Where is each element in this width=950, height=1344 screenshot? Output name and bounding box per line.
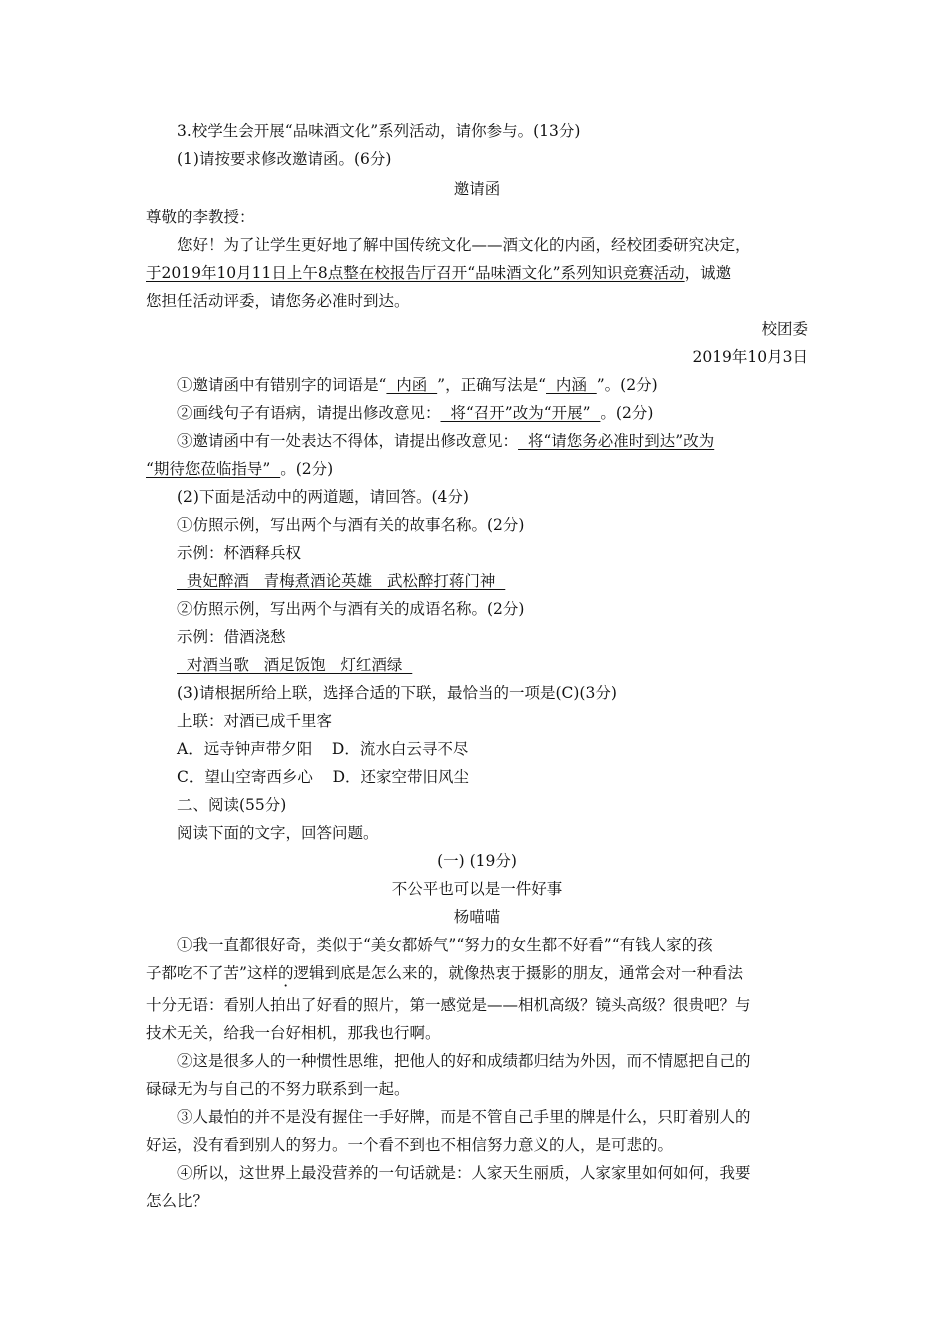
letter-signature: 校团委 bbox=[761, 320, 808, 338]
paragraph-3-line-2: 好运，没有看到别人的努力。一个看不到也不相信努力意义的人，是可悲的。 bbox=[146, 1136, 674, 1154]
letter-date: 2019年10月3日 bbox=[692, 348, 808, 366]
emphasis-dotted-text: 这样的逻辑 · bbox=[247, 964, 325, 982]
part-2-example-1: 示例：杯酒释兵权 bbox=[177, 544, 302, 562]
answer-blank: 内函 bbox=[386, 376, 438, 394]
article-author: 杨喵喵 bbox=[453, 908, 501, 926]
part-3-prompt: (3)请根据所给上联，选择合适的下联，最恰当的一项是(C)(3分) bbox=[177, 684, 617, 702]
paragraph-1-line-4: 技术无关，给我一台好相机，那我也行啊。 bbox=[146, 1024, 441, 1042]
section-2-heading: 二、阅读(55分) bbox=[177, 796, 287, 814]
part-2-answer-2: 对酒当歌 酒足饭饱 灯红酒绿 bbox=[177, 656, 413, 674]
sub-question-3-cont: “期待您莅临指导” 。(2分) bbox=[146, 460, 334, 478]
article-title: 不公平也可以是一件好事 bbox=[391, 880, 563, 898]
letter-body-line-3: 您担任活动评委，请您务必准时到达。 bbox=[146, 292, 410, 310]
reading-instruction: 阅读下面的文字，回答问题。 bbox=[177, 824, 379, 842]
part-2-prompt: (2)下面是活动中的两道题，请回答。(4分) bbox=[177, 488, 469, 506]
sub-question-2: ②画线句子有语病，请提出修改意见： 将“召开”改为“开展” 。(2分) bbox=[177, 404, 654, 422]
couplet-first-line: 上联：对酒已成千里客 bbox=[177, 712, 333, 730]
answer-blank: 将“请您务必准时到达”改为 bbox=[518, 432, 715, 450]
options-row-2: C．望山空寄西乡心 D．还家空带旧风尘 bbox=[177, 768, 469, 786]
question-3-title: 3.校学生会开展“品味酒文化”系列活动，请你参与。(13分) bbox=[177, 122, 581, 140]
letter-body-line-2: 于2019年10月11日上午8点整在校报告厅召开“品味酒文化”系列知识竞赛活动，诚邀 bbox=[146, 264, 732, 282]
paragraph-1-line-1: ①我一直都很好奇，类似于“美女都娇气”“努力的女生都不好看”“有钱人家的孩 bbox=[177, 936, 713, 954]
answer-blank: “期待您莅临指导” bbox=[146, 460, 281, 478]
letter-heading: 邀请函 bbox=[453, 180, 501, 198]
part-2-question-1: ①仿照示例，写出两个与酒有关的故事名称。(2分) bbox=[177, 516, 525, 534]
paragraph-1-line-3: 十分无语：看别人拍出了好看的照片，第一感觉是——相机高级？镜头高级？很贵吧？与 bbox=[146, 996, 751, 1014]
sub-question-1: ①邀请函中有错别字的词语是“ 内函 ”，正确写法是“ 内涵 ”。(2分) bbox=[177, 376, 658, 394]
paragraph-1-line-2: 子都吃不了苦”这样的逻辑 ·到底是怎么来的，就像热衷于摄影的朋友，通常会对一种看法 bbox=[146, 962, 808, 984]
letter-body-line-1: 您好！为了让学生更好地了解中国传统文化——酒文化的内函，经校团委研究决定， bbox=[177, 236, 751, 254]
paragraph-3-line-1: ③人最怕的并不是没有握住一手好牌，而是不管自己手里的牌是什么，只盯着别人的 bbox=[177, 1108, 751, 1126]
part-2-question-2: ②仿照示例，写出两个与酒有关的成语名称。(2分) bbox=[177, 600, 525, 618]
letter-salutation: 尊敬的李教授： bbox=[146, 208, 255, 226]
reading-part-label: (一) (19分) bbox=[437, 852, 517, 870]
part-2-answer-1: 贵妃醉酒 青梅煮酒论英雄 武松醉打蒋门神 bbox=[177, 572, 506, 590]
answer-blank: 将“召开”改为“开展” bbox=[440, 404, 601, 422]
paragraph-4-line-1: ④所以，这世界上最没营养的一句话就是：人家天生丽质，人家家里如何如何，我要 bbox=[177, 1164, 751, 1182]
part-2-example-2: 示例：借酒浇愁 bbox=[177, 628, 286, 646]
underlined-sentence: 于2019年10月11日上午8点整在校报告厅召开“品味酒文化”系列知识竞赛活动 bbox=[146, 264, 685, 282]
paragraph-4-line-2: 怎么比？ bbox=[146, 1192, 209, 1210]
paragraph-2-line-1: ②这是很多人的一种惯性思维，把他人的好和成绩都归结为外因，而不情愿把自己的 bbox=[177, 1052, 751, 1070]
part-1-prompt: (1)请按要求修改邀请函。(6分) bbox=[177, 150, 392, 168]
answer-blank: 内涵 bbox=[546, 376, 597, 394]
sub-question-3: ③邀请函中有一处表达不得体，请提出修改意见： 将“请您务必准时到达”改为 bbox=[177, 432, 715, 450]
paragraph-2-line-2: 碌碌无为与自己的不努力联系到一起。 bbox=[146, 1080, 410, 1098]
options-row-1: A．远寺钟声带夕阳 D．流水白云寻不尽 bbox=[177, 740, 469, 758]
